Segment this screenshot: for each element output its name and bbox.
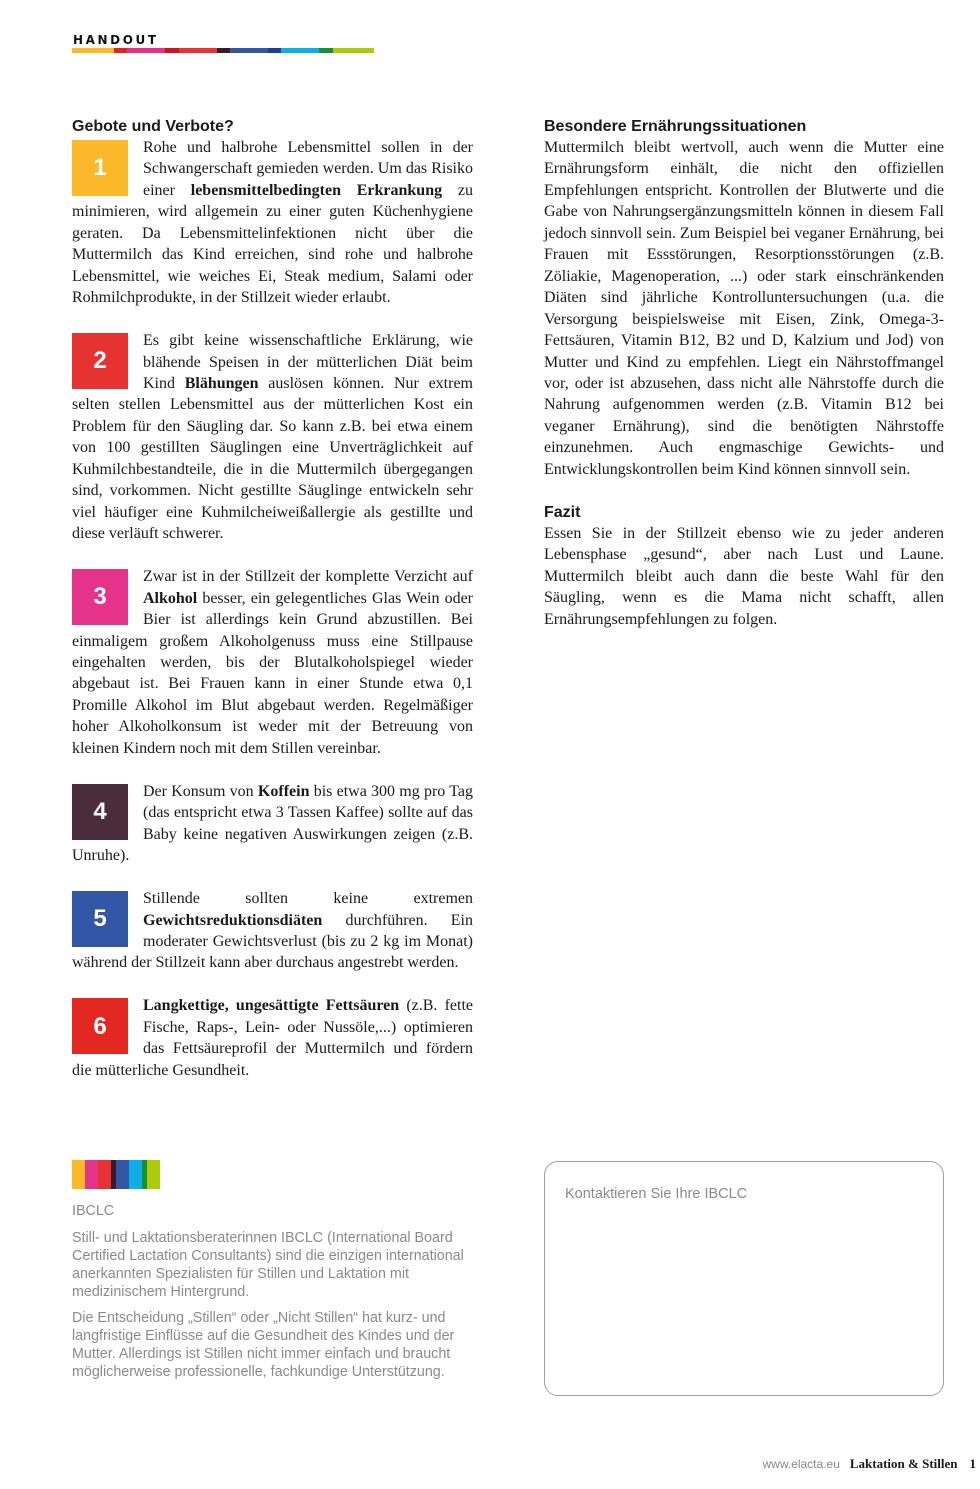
footer [763,1456,977,1472]
item-text: durchführen. Ein moderater Gewichtsverlust (bis zu 2 kg im Monat) während der Stillzeit kann aber durchaus angestrebt werden. [72,911,473,972]
info-paragraph: Still- und Laktationsberaterinnen IBCLC (International Board Certified Lactation Consultants) sind die einzigen international anerkannten Spezialisten für Stillen und Laktation mit medizinischem Hintergrund. [72,1230,464,1300]
info-title: IBCLC [72,1203,115,1219]
bold-keyword: lebensmittelbedingten Erkrankung [190,181,443,199]
item-text: besser, ein gelegentliches Glas Wein oder Bier ist allerdings kein Grund abzustillen. Bei einmaligem großem Alkoholgenuss muss eine Stillpause eingehalten werden, bis der Blutalkoholspiegel wieder abgebaut ist. Bei Frauen kann in einer Stunde etwa 0,1 Promille Alkohol im Blut abgebaut werden. Regelmäßiger hoher Alkoholkonsum ist weder mit der Betreuung von kleinen Kindern noch mit dem Stillen vereinbar. [72,589,473,757]
bold-keyword: Koffein [257,782,310,800]
number-badge: 2 [72,333,128,389]
number-badge: 3 [72,569,128,625]
paragraph: Muttermilch bleibt wertvoll, auch wenn die Mutter eine Ernährungsform einhält, die nicht den offiziellen Empfehlungen entspricht. Kontrollen der Blutwerte und die Gabe von Nahrungsergänzungsmitteln können in diesem Fall jedoch sinnvoll sein. Zum Beispiel bei veganer Ernährung, bei Frauen mit Essstörungen, Resorptionsstörungen (z.B. Zöliakie, Magenoperation, ...) oder stark einschränkenden Diäten sind jährliche Kontrolluntersuchungen (u.a. die Versorgung beispielsweise mit Eisen, Zink, Omega-3-Fettsäuren, Vitamin B12, B2 und D, Kalzium und Jod) von Mutter und Kind zu empfehlen. Liegt ein Nährstoffmangel vor, oder ist abzusehen, dass nicht alle Nährstoffe durch die Nahrung aufgenommen werden (z.B. Vitamin B12 bei veganer Ernährung), sind die benötigten Nährstoffe einzunehmen. Auch engmaschige Gewichts- und Entwicklungskontrollen beim Kind können sinnvoll sein. [544,139,944,478]
contact-box [544,1161,944,1396]
page-number: 1 [969,1456,976,1471]
right-column [544,116,944,630]
numbered-item [72,995,473,1081]
item-text: (z.B. fette Fische, Raps-, Lein- oder Nussöle,...) optimieren das Fettsäureprofil der Muttermilch und fördern die mütterliche Gesundheit. [72,997,473,1079]
item-text: Es gibt keine wissenschaftliche Erklärung, wie blähende Speisen in der mütterlichen Diät beim Kind [143,332,473,393]
ibclc-logo [72,1160,160,1189]
number-badge: 4 [72,784,128,840]
bold-keyword: Langkettige, ungesättigte Fettsäuren [143,997,400,1015]
number-badge: 5 [72,891,128,947]
numbered-item [72,137,473,309]
color-stripe [72,48,376,53]
footer-url[interactable]: www.elacta.eu [762,1457,840,1471]
magazine-name: Laktation & Stillen [849,1456,958,1471]
item-text: auslösen können. Nur extrem selten stellen Lebensmittel aus der mütterlichen Kost ein Problem für den Säugling dar. So kann z.B. bei etwa einem von 100 gestillten Säuglingen eine Unverträglichkeit auf Kuhmilchbestandteile, die in die Muttermilch übergegangen sind, vorkommen. Nicht gestillte Säuglinge entwickeln sehr viel häufiger eine Kuhmilcheiweißallergie als gestillte und diese verläuft schwerer. [72,375,473,543]
left-column [72,116,473,1103]
section-title: Fazit [544,503,581,521]
bold-keyword: Blähungen [184,375,259,393]
section-title: Besondere Ernährungssituationen [544,118,807,135]
numbered-item [72,781,473,867]
bold-keyword: Alkohol [143,589,198,607]
item-text: Rohe und halbrohe Lebensmittel sollen in der Schwangerschaft gemieden werden. Um das Risiko einer [143,139,473,199]
contact-label: Kontaktieren Sie Ihre IBCLC [565,1186,748,1202]
bold-keyword: Gewichtsreduktionsdiäten [143,911,323,929]
numbered-item [72,566,473,759]
item-text: Zwar ist in der Stillzeit der komplette Verzicht auf [143,568,473,586]
ibclc-info [72,1202,472,1389]
paragraph: Essen Sie in der Stillzeit ebenso wie zu jeder anderen Lebensphase „gesund“, aber nach Lust und Laune. Muttermilch bleibt auch dann die beste Wahl für den Säugling, wenn es die Mama nicht schafft, allen Ernährungsempfehlungen zu folgen. [544,524,944,628]
numbered-item [72,330,473,545]
numbered-item [72,888,473,974]
item-text: Stillende sollten keine extremen [143,890,473,908]
item-text: bis etwa 300 mg pro Tag (das entspricht etwa 3 Tassen Kaffee) sollte auf das Baby keine negativen Auswirkungen zeigen (z.B. Unruhe). [72,782,473,865]
number-badge: 6 [72,998,128,1054]
item-text: zu minimieren, wird allgemein zu einer guten Küchenhygiene geraten. Da Lebensmittelinfektionen nicht über die Muttermilch das Kind erreichen, sind rohe und halbrohe Lebensmittel, wie weiches Ei, Steak medium, Salami oder Rohmilchprodukte, in der Stillzeit wieder erlaubt. [72,181,473,307]
item-text: Der Konsum von [143,782,258,800]
number-badge: 1 [72,140,128,196]
handout-label: HANDOUT [73,33,159,47]
info-paragraph: Die Entscheidung „Stillen“ oder „Nicht Stillen“ hat kurz- und langfristige Einflüsse auf die Gesundheit des Kindes und der Mutter. Allerdings ist Stillen nicht immer einfach und braucht möglicherweise professionelle, fachkundige Unterstützung. [72,1310,455,1380]
section-title: Gebote und Verbote? [72,118,234,135]
